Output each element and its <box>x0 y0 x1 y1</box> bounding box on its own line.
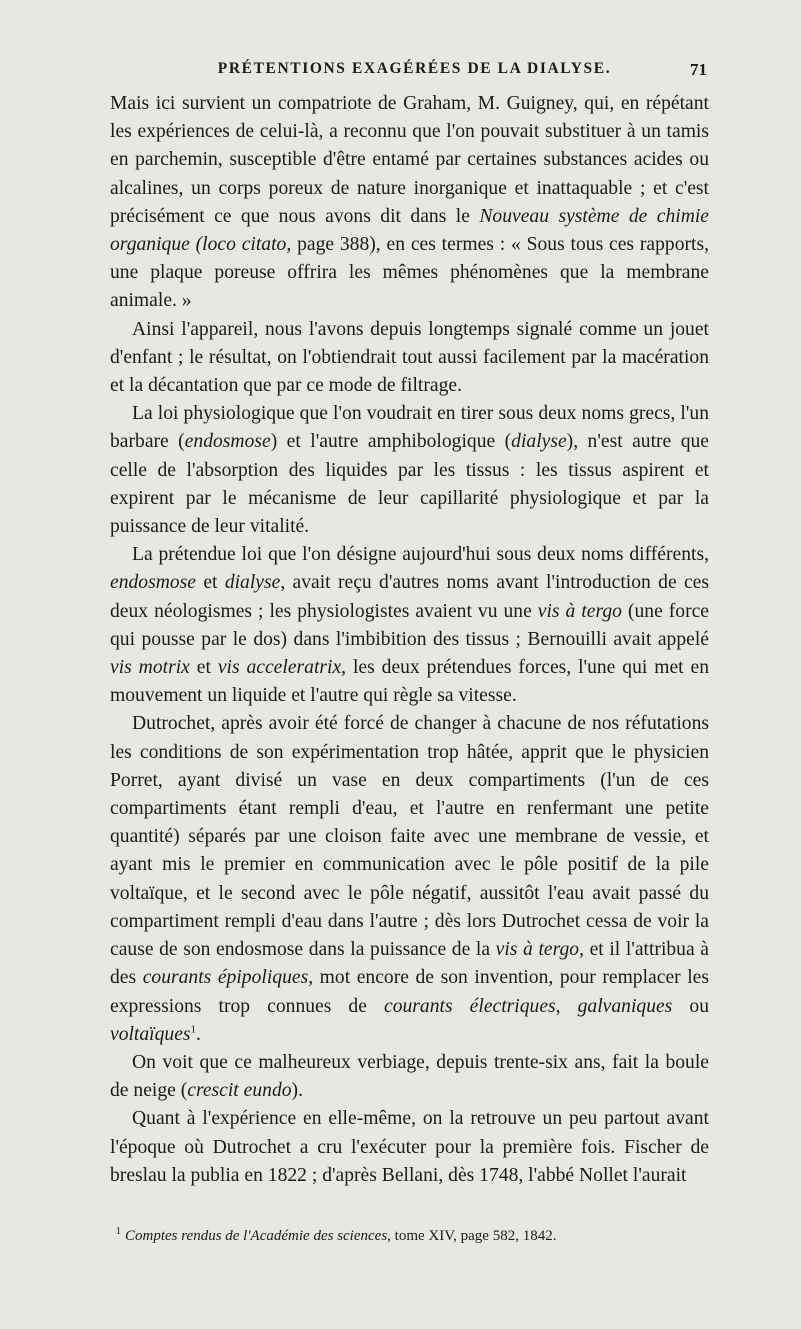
italic-text: vis à tergo <box>537 600 622 622</box>
footnote-text <box>125 1228 556 1244</box>
text-run: , <box>555 995 578 1017</box>
text-run: La prétendue loi que l'on désigne aujourd'hui sous deux noms différents, <box>132 544 709 566</box>
text-run: et <box>195 572 225 594</box>
italic-text: Nouveau système de chimie organique (loco citato, <box>110 205 709 256</box>
body-text <box>110 90 709 1190</box>
italic-text: galvaniques <box>577 995 673 1017</box>
text-run: Quant à l'expérience en elle-même, on la retrouve un peu partout avant l'époque où Dutrochet a cru l'exécuter pour la première fois. Fischer de breslau la publia en 1822 ; d'après Bellani, dès 1748, l'abbé Nollet l'aurait <box>110 1108 709 1186</box>
text-run: ), n'est autre que celle de l'absorption des liquides par les tissus : les tissus aspirent et expirent par le mécanisme de leur capillarité physiologique et par la puissance de leur vitalité. <box>110 431 709 538</box>
italic-text: crescit eundo <box>187 1080 292 1102</box>
paragraph <box>110 541 709 710</box>
italic-text: dialyse <box>511 431 567 453</box>
text-run: ) et l'autre amphibologique ( <box>270 431 512 453</box>
text-run: , avait reçu d'autres noms avant l'introduction de ces deux néologismes ; les physiologistes avaient vu une <box>110 572 709 622</box>
footnote <box>110 1222 709 1246</box>
running-header <box>110 60 709 90</box>
running-title: PRÉTENTIONS EXAGÉRÉES DE LA DIALYSE. <box>217 60 612 77</box>
text-run: , tome XIV, page 582, 1842. <box>387 1227 557 1244</box>
text-run: ). <box>291 1080 303 1102</box>
text-run: Ainsi l'appareil, nous l'avons depuis longtemps signalé comme un jouet d'enfant ; le résultat, on l'obtiendrait tout aussi facilement par la macération et la décantation que par ce mode de filtrage. <box>110 318 709 397</box>
text-run: . <box>196 1023 201 1045</box>
footnote-reference: 1 <box>190 1023 197 1036</box>
text-run: ou <box>672 995 709 1017</box>
italic-text: dialyse <box>224 572 281 594</box>
page-number: 71 <box>690 60 707 79</box>
paragraph <box>110 710 709 1048</box>
paragraph <box>110 1049 709 1105</box>
text-run: Mais ici survient un compatriote de Graham, M. Guigney, qui, en répétant les expériences de celui-là, a reconnu que l'on pouvait substituer à un tamis en parchemin, susceptible d'être entamé par certaines substances acides ou alcalines, un corps poreux de nature inorganique et inattaquable ; et c'est précisément ce que nous avons dit dans le <box>110 93 709 227</box>
italic-text: vis acceleratrix <box>217 657 342 679</box>
paragraph <box>110 90 709 316</box>
paragraph <box>110 316 709 401</box>
italic-text: voltaïques <box>110 1023 191 1045</box>
text-run: et <box>189 657 218 679</box>
text-run: , et il l'attribua à des <box>110 939 709 989</box>
italic-text: endosmose <box>110 572 196 594</box>
text-run: Dutrochet, après avoir été forcé de changer à chacune de nos réfutations les conditions de son expérimentation trop hâtée, apprit que le physicien Porret, ayant divisé un vase en deux compartiments (l'un de ces compartiments étant rempli d'eau, et l'autre en renfermant une petite quantité) séparés par une cloison faite avec une membrane de vessie, et ayant mis le premier en communication avec le pôle positif de la pile voltaïque, et le second avec le pôle négatif, aussitôt l'eau avait passé du compartiment rempli d'eau dans l'autre ; dès lors Dutrochet cessa de voir la cause de son endosmose dans la puissance de la <box>110 713 709 961</box>
text-run: page 388), en ces termes : « Sous tous ces rapports, une plaque poreuse offrira les mêmes phénomènes que la membrane animale. » <box>110 234 709 312</box>
italic-text: endosmose <box>184 431 271 453</box>
footnote-mark: 1 <box>116 1225 121 1237</box>
text-run: La loi physiologique que l'on voudrait en tirer sous deux noms grecs, l'un barbare ( <box>110 403 709 453</box>
italic-text: Comptes rendus de l'Académie des sciences <box>125 1227 388 1244</box>
italic-text: courants épipoliques <box>142 967 309 989</box>
italic-text: courants électriques <box>384 995 556 1017</box>
text-run: (une force qui pousse par le dos) dans l'imbibition des tissus ; Bernouilli avait appelé <box>110 600 710 650</box>
paragraph <box>110 400 709 541</box>
text-run: , les deux prétendues forces, l'une qui met en mouvement un liquide et l'autre qui règle sa vitesse. <box>110 657 710 707</box>
italic-text: vis motrix <box>110 657 190 679</box>
italic-text: vis à tergo <box>495 939 580 961</box>
paragraph <box>110 1105 709 1190</box>
text-run: , mot encore de son invention, pour remplacer les expressions trop connues de <box>110 967 710 1017</box>
text-run: On voit que ce malheureux verbiage, depuis trente-six ans, fait la boule de neige ( <box>110 1051 709 1102</box>
